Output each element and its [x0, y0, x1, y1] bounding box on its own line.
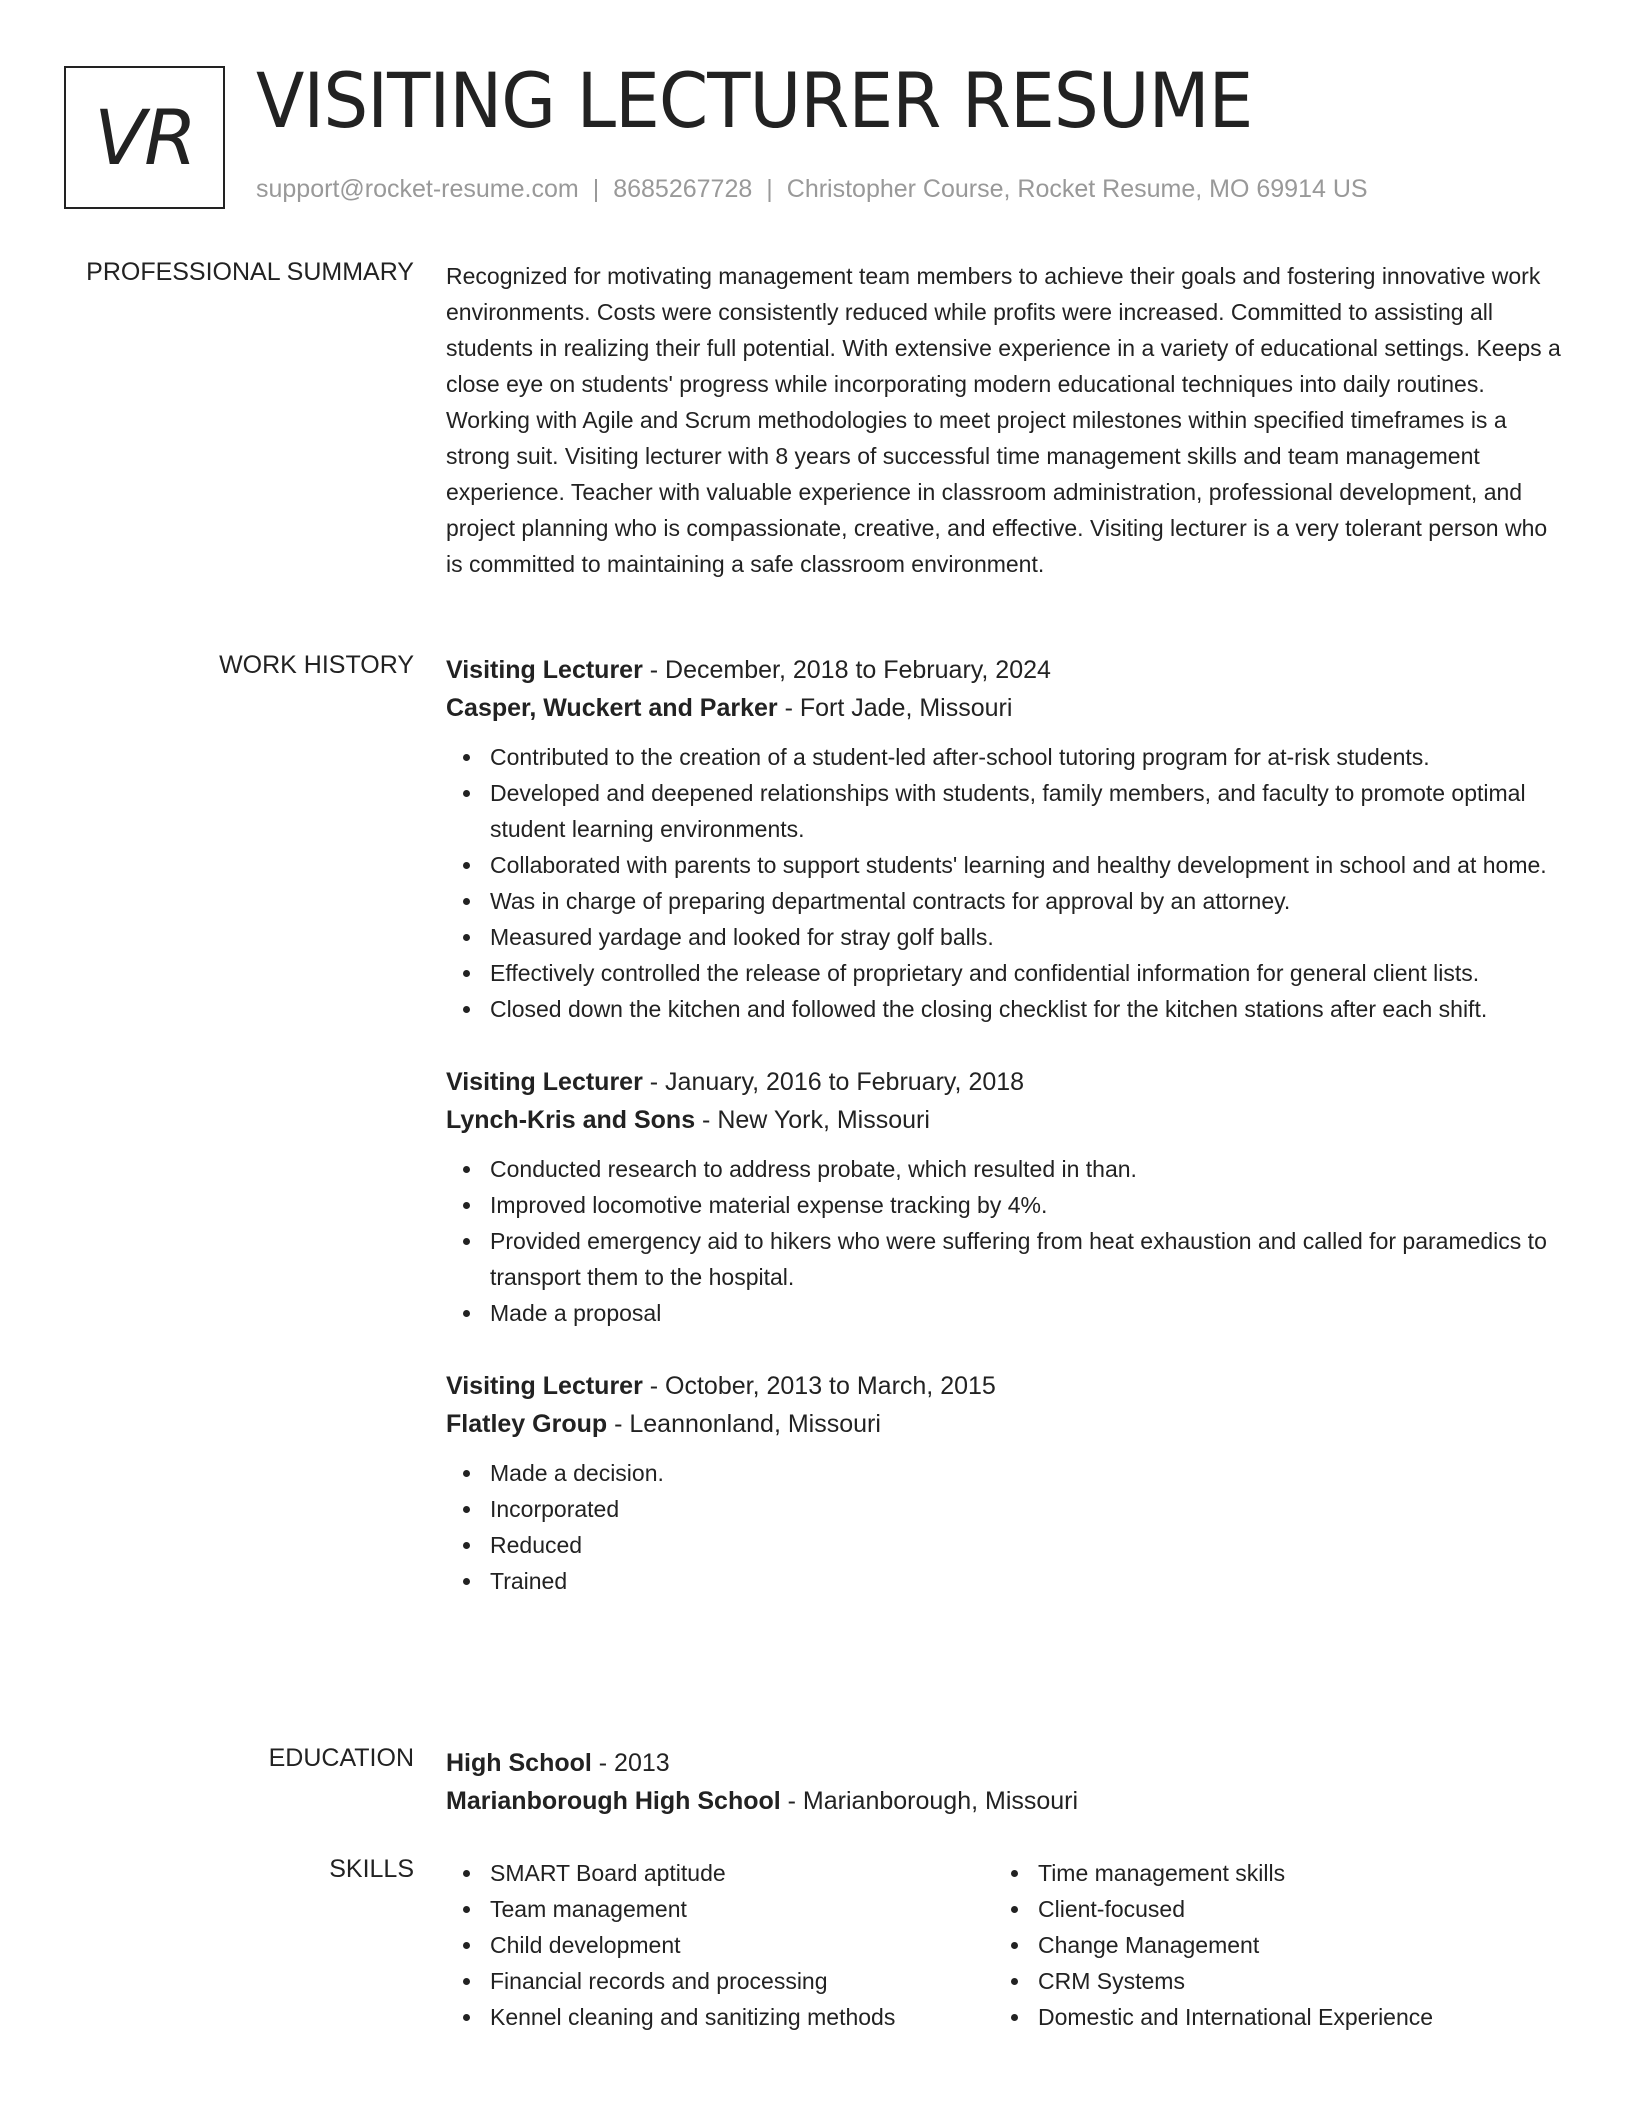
job-location: - New York, Missouri	[695, 1106, 930, 1134]
skill-item: Child development	[446, 1927, 994, 1963]
job-title: Visiting Lecturer	[446, 1068, 643, 1096]
list-item: Was in charge of preparing departmental contracts for approval by an attorney.	[446, 883, 1570, 919]
job-bullets	[446, 739, 1570, 1027]
job-dates: - January, 2016 to February, 2018	[642, 1068, 1025, 1096]
education-degree: High School	[446, 1749, 592, 1777]
list-item: Contributed to the creation of a student-led after-school tutoring program for at-risk students.	[446, 739, 1570, 775]
skill-item: Team management	[446, 1891, 994, 1927]
list-item: Closed down the kitchen and followed the closing checklist for the kitchen stations after each shift.	[446, 991, 1570, 1027]
skills-column-left	[446, 1855, 994, 2035]
list-item: Made a decision.	[446, 1455, 1570, 1491]
education-degree-line	[446, 1744, 1570, 1782]
job-dates: - October, 2013 to March, 2015	[642, 1372, 996, 1400]
list-item: Collaborated with parents to support students' learning and healthy development in school and at home.	[446, 847, 1570, 883]
education-location: - Marianborough, Missouri	[780, 1787, 1079, 1815]
list-item: Made a proposal	[446, 1295, 1570, 1331]
education-school: Marianborough High School	[446, 1787, 781, 1815]
summary-text: Recognized for motivating management team members to achieve their goals and fostering innovative work environments. Costs were consistently reduced while profits were increased. Committed to assisting all students in realizing their full potential. With extensive experience in a variety of educational settings. Keeps a close eye on students' progress while incorporating modern educational techniques into daily routines. Working with Agile and Scrum methodologies to meet project milestones within specified timeframes is a strong suit. Visiting lecturer with 8 years of successful time management skills and team management experience. Teacher with valuable experience in classroom administration, professional development, and project planning who is compassionate, creative, and effective. Visiting lecturer is a very tolerant person who is committed to maintaining a safe classroom environment.	[446, 263, 1561, 577]
contact-separator: |	[766, 175, 773, 203]
skill-item: Financial records and processing	[446, 1963, 994, 1999]
job-company: Lynch-Kris and Sons	[446, 1106, 696, 1134]
job-location: - Fort Jade, Missouri	[777, 694, 1013, 722]
list-item: Reduced	[446, 1527, 1570, 1563]
job-title: Visiting Lecturer	[446, 1372, 643, 1400]
education-year: - 2013	[591, 1749, 670, 1777]
education-content	[446, 1744, 1570, 1820]
resume-title: VISITING LECTURER RESUME	[256, 56, 1253, 145]
list-item: Measured yardage and looked for stray golf balls.	[446, 919, 1570, 955]
job-company-line	[446, 1101, 1570, 1139]
job-company-line	[446, 1405, 1570, 1443]
contact-separator: |	[592, 175, 600, 203]
job-title-line	[446, 1063, 1570, 1101]
list-item: Trained	[446, 1563, 1570, 1599]
contact-email: support@rocket-resume.com	[256, 175, 579, 203]
list-item: Effectively controlled the release of proprietary and confidential information for general client lists.	[446, 955, 1570, 991]
skills-label: SKILLS	[329, 1855, 414, 1883]
job-company-line	[446, 689, 1570, 727]
skills-grid	[446, 1855, 1570, 2035]
monogram-initials: VR	[94, 93, 195, 182]
skill-item: Kennel cleaning and sanitizing methods	[446, 1999, 994, 2035]
job-entry	[446, 1063, 1570, 1331]
job-location: - Leannonland, Missouri	[607, 1410, 881, 1438]
work-label: WORK HISTORY	[219, 651, 414, 679]
job-title: Visiting Lecturer	[446, 656, 643, 684]
job-entry	[446, 651, 1570, 1027]
job-title-line	[446, 1367, 1570, 1405]
skill-item: Domestic and International Experience	[994, 1999, 1542, 2035]
contact-line	[256, 175, 1368, 204]
skill-item: Time management skills	[994, 1855, 1542, 1891]
list-item: Provided emergency aid to hikers who were suffering from heat exhaustion and called for paramedics to transport them to the hospital.	[446, 1223, 1570, 1295]
monogram-box	[64, 66, 225, 209]
job-company: Flatley Group	[446, 1410, 608, 1438]
list-item: Incorporated	[446, 1491, 1570, 1527]
list-item: Improved locomotive material expense tracking by 4%.	[446, 1187, 1570, 1223]
skills-content	[446, 1855, 1570, 2035]
skill-item: SMART Board aptitude	[446, 1855, 994, 1891]
job-entry	[446, 1367, 1570, 1599]
skills-column-right	[994, 1855, 1542, 2035]
list-item: Developed and deepened relationships with students, family members, and faculty to promote optimal student learning environments.	[446, 775, 1570, 847]
contact-phone: 8685267728	[613, 175, 753, 203]
education-label: EDUCATION	[268, 1744, 414, 1772]
contact-address: Christopher Course, Rocket Resume, MO 69914 US	[786, 175, 1368, 203]
job-bullets	[446, 1455, 1570, 1599]
education-school-line	[446, 1782, 1570, 1820]
skill-item: Change Management	[994, 1927, 1542, 1963]
job-bullets	[446, 1151, 1570, 1331]
work-content	[446, 651, 1570, 1635]
job-dates: - December, 2018 to February, 2024	[642, 656, 1051, 684]
skill-item: CRM Systems	[994, 1963, 1542, 1999]
job-title-line	[446, 651, 1570, 689]
skill-item: Client-focused	[994, 1891, 1542, 1927]
job-company: Casper, Wuckert and Parker	[446, 694, 778, 722]
summary-label: PROFESSIONAL SUMMARY	[86, 258, 414, 286]
list-item: Conducted research to address probate, which resulted in than.	[446, 1151, 1570, 1187]
